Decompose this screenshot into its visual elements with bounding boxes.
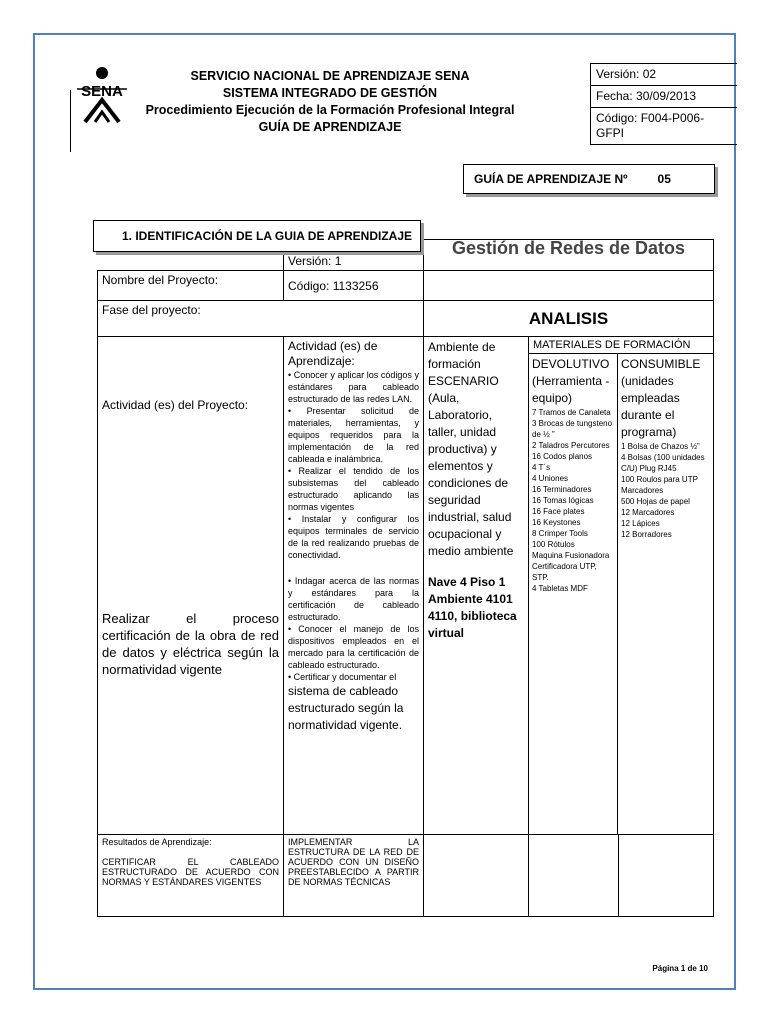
ambiente-text: Ambiente de formación ESCENARIO (Aula, Laboratorio, taller, unidad productiva) y elementos y condiciones de seguridad industrial, salud ocupacional y medio ambiente xyxy=(428,340,514,558)
guia-number-box xyxy=(463,164,715,194)
section-title: 1. IDENTIFICACIÓN DE LA GUIA DE APRENDIZAJE xyxy=(93,220,421,252)
resultados-1: CERTIFICAR EL CABLEADO ESTRUCTURADO DE ACUERDO CON NORMAS Y ESTÁNDARES VIGENTES xyxy=(102,857,279,887)
aprendizaje-item-5: • Indagar acerca de las normas y estándares para la certificación de cableado estructurado. xyxy=(288,576,419,622)
consumible-item-3: 100 Roulos para UTP xyxy=(621,475,698,484)
header-line-1: SERVICIO NACIONAL DE APRENDIZAJE SENA xyxy=(190,69,470,83)
devolutivo-item-9: 16 Face plates xyxy=(532,507,585,516)
header-line-4: GUÍA DE APRENDIZAJE xyxy=(258,120,402,134)
consumible-item-1: 1 Bolsa de Chazos ½” xyxy=(621,442,700,451)
header-line-3: Procedimiento Ejecución de la Formación Profesional Integral xyxy=(145,103,515,117)
devolutivo-head: DEVOLUTIVO (Herramienta - equipo) xyxy=(532,357,610,405)
header-divider xyxy=(70,90,71,152)
svg-text:SENA: SENA xyxy=(81,83,123,100)
devolutivo-item-5: 4 T´s xyxy=(532,463,551,472)
devolutivo-item-12: 100 Rótulos xyxy=(532,540,575,549)
consumible-item-8: 12 Borradores xyxy=(621,530,672,539)
consumible-item-6: 12 Marcadores xyxy=(621,508,675,517)
devolutivo-col xyxy=(529,354,618,834)
header-codigo: Código: F004-P006-GFPI xyxy=(596,111,705,140)
version-cell: Versión: 1 xyxy=(284,240,424,271)
header-fecha: Fecha: 30/09/2013 xyxy=(591,86,737,108)
devolutivo-item-7: 16 Terminadores xyxy=(532,485,592,494)
devolutivo-item-15: 4 Tabletas MDF xyxy=(532,584,588,593)
header-line-2: SISTEMA INTEGRADO DE GESTIÓN xyxy=(222,86,438,100)
devolutivo-item-6: 4 Uniones xyxy=(532,474,569,483)
header-title xyxy=(120,68,540,136)
aprendizaje-item-7: • Certificar y documentar el xyxy=(288,672,397,682)
proyecto-value xyxy=(424,271,714,301)
header-version: Versión: 02 xyxy=(591,64,737,86)
resultados-cell xyxy=(98,835,284,917)
actividad-proyecto-cell xyxy=(98,337,284,835)
consumible-item-7: 12 Lápices xyxy=(621,519,660,528)
gestion-title: Gestión de Redes de Datos xyxy=(451,240,686,254)
aprendizaje-item-1: • Conocer y aplicar los códigos y estándares para cableado estructurado de las redes LAN. xyxy=(288,370,419,404)
aprendizaje-item-3: • Realizar el tendido de los subsistemas del cableado estructurado aplicando las normas vigentes xyxy=(288,466,419,512)
page-number: Página 1 de 10 xyxy=(652,964,708,973)
aprendizaje-item-2: • Presentar solicitud de materiales, herramientas, y equipos requeridos para la implementación de la red cableada e inalámbrica. xyxy=(288,406,419,464)
ambiente-cell xyxy=(424,337,529,835)
devolutivo-item-2: 3 Brocas de tungsteno de ½ ” xyxy=(532,419,613,439)
resultados-2: IMPLEMENTAR LA ESTRUCTURA DE LA RED DE ACUERDO CON UN DISEÑO PREESTABLECIDO A PARTIR DE NORMAS TÉCNICAS xyxy=(284,835,424,917)
resultados-label: Resultados de Aprendizaje: xyxy=(102,837,212,847)
guia-label: GUÍA DE APRENDIZAJE Nº xyxy=(474,172,628,186)
devolutivo-item-14: Certificadora UTP, STP. xyxy=(532,562,597,582)
devolutivo-item-11: 8 Crimper Tools xyxy=(532,529,588,538)
fase-label: Fase del proyecto: xyxy=(98,301,424,337)
aprendizaje-tail: sistema de cableado estructurado según la normatividad vigente. xyxy=(288,684,404,732)
gestion-cell xyxy=(424,240,714,271)
identification-table xyxy=(97,239,714,917)
consumible-item-5: 500 Hojas de papel xyxy=(621,497,690,506)
aprendizaje-item-6: • Conocer el manejo de los dispositivos empleados en el mercado para la certificación de cableado estructurado. xyxy=(288,624,419,670)
guia-number: 05 xyxy=(657,172,671,186)
actividad-proyecto: Realizar el proceso certificación de la obra de red de datos y eléctrica según la normatividad vigente xyxy=(102,611,279,677)
materiales-cell xyxy=(529,337,714,835)
devolutivo-item-4: 16 Codos planos xyxy=(532,452,593,461)
materiales-head: MATERIALES DE FORMACIÓN xyxy=(529,337,713,354)
codigo-cell: Código: 1133256 xyxy=(284,271,424,301)
fase-value: ANALISIS xyxy=(424,301,714,337)
consumible-item-4: Marcadores xyxy=(621,486,664,495)
aprendizaje-item-4: • Instalar y configurar los equipos terminales de servicio de la red realizando pruebas de conectividad. xyxy=(288,514,419,560)
devolutivo-item-8: 16 Tomas lógicas xyxy=(532,496,594,505)
devolutivo-item-13: Maquina Fusionadora xyxy=(532,551,610,560)
consumible-item-2: 4 Bolsas (100 unidades C/U) Plug RJ45 xyxy=(621,453,705,473)
consumible-head: CONSUMIBLE (unidades empleadas durante el programa) xyxy=(621,357,701,439)
proyecto-label: Nombre del Proyecto: xyxy=(98,271,284,301)
actividad-label: Actividad (es) del Proyecto: xyxy=(102,398,249,412)
devolutivo-item-10: 16 Keystones xyxy=(532,518,581,527)
consumible-col xyxy=(618,354,713,834)
aprendizaje-head: Actividad (es) de Aprendizaje: xyxy=(288,339,378,368)
devolutivo-item-1: 7 Tramos de Canaleta xyxy=(532,408,611,417)
ambiente-lugar: Nave 4 Piso 1 Ambiente 4101 4110, biblioteca virtual xyxy=(428,575,517,640)
aprendizaje-cell xyxy=(284,337,424,835)
devolutivo-item-3: 2 Taladros Percutores xyxy=(532,441,610,450)
header-info-box xyxy=(590,63,737,145)
